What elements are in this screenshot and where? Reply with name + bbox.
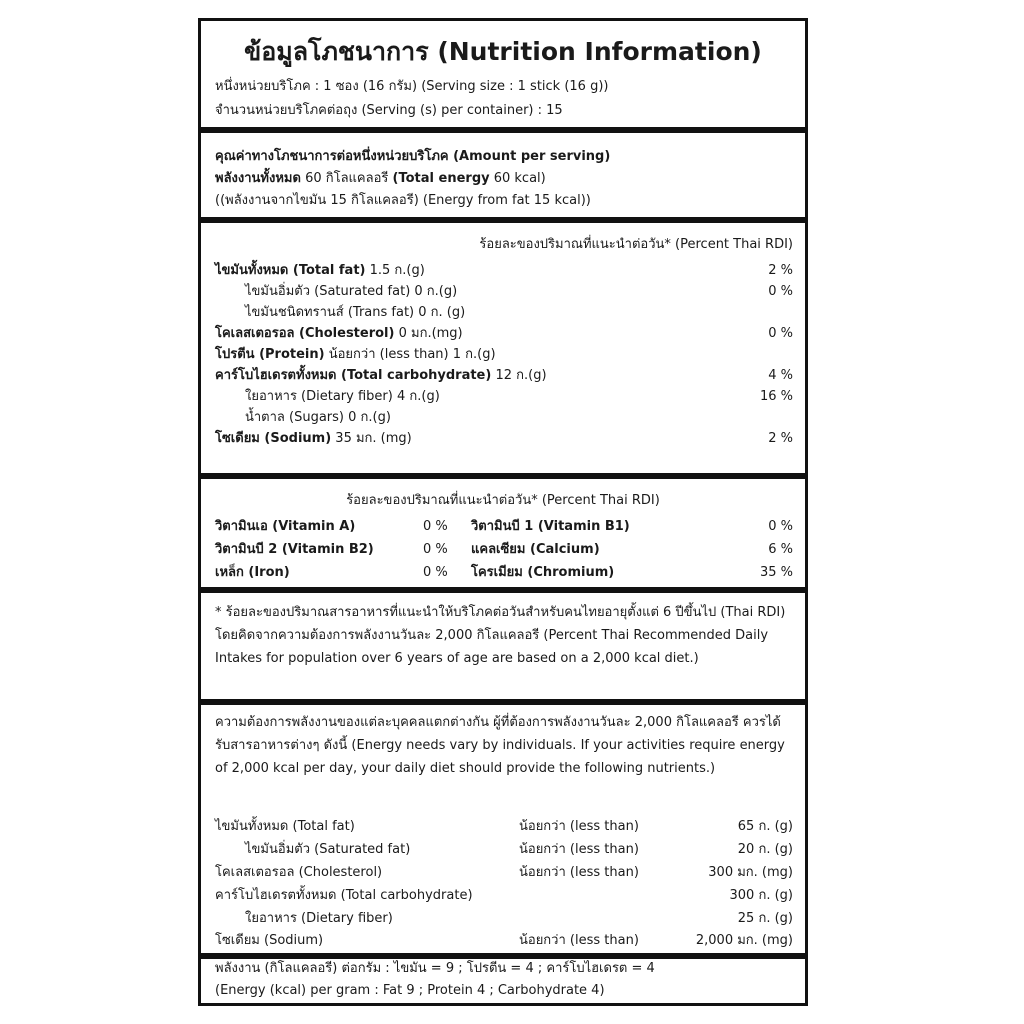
vitamin-name: วิตามินเอ (Vitamin A) <box>215 519 356 534</box>
daily-value: 300 มก. (mg) <box>708 865 793 880</box>
nutrition-label <box>198 18 808 1006</box>
daily-name: ไขมันทั้งหมด (Total fat) <box>215 819 355 834</box>
rdi-note: * ร้อยละของปริมาณสารอาหารที่แนะนำให้บริโภคต่อวันสำหรับคนไทยอายุตั้งแต่ 6 ปีขึ้นไป (Thai RDI) โดยคิดจากความต้องการพลังงานวันละ 2,000 กิโลแคลอรี (Percent Thai Recommended Daily Intakes for population over 6 years of age are based on a 2,000 kcal diet.) <box>215 605 786 666</box>
daily-value: 65 ก. (g) <box>737 819 793 834</box>
vitamin-pct: 0 % <box>423 542 448 557</box>
daily-values-section <box>201 705 805 959</box>
nutrient-row: โซเดียม (Sodium) 35 มก. (mg) <box>215 431 412 446</box>
energy-per-gram-th: พลังงาน (กิโลแคลอรี) ต่อกรัม : ไขมัน = 9 ; โปรตีน = 4 ; คาร์โบไฮเดรต = 4 <box>215 961 655 976</box>
rdi-header: ร้อยละของปริมาณที่แนะนำต่อวัน* (Percent Thai RDI) <box>479 237 793 252</box>
daily-value: 2,000 มก. (mg) <box>695 933 793 948</box>
energy-needs-text: ความต้องการพลังงานของแต่ละบุคคลแตกต่างกัน ผู้ที่ต้องการพลังงานวันละ 2,000 กิโลแคลอรี ควรได้รับสารอาหารต่างๆ ดังนี้ (Energy needs vary by individuals. If your activities require energy of 2,000 kcal per day, your daily diet should provide the following nutrients.) <box>215 715 785 776</box>
nutrient-row: ใยอาหาร (Dietary fiber) 4 ก.(g) <box>245 389 440 404</box>
nutrient-row: ไขมันทั้งหมด (Total fat) 1.5 ก.(g) <box>215 263 425 278</box>
energy-per-gram-section <box>201 959 805 1003</box>
energy-per-gram-en: (Energy (kcal) per gram : Fat 9 ; Protein 4 ; Carbohydrate 4) <box>215 983 605 998</box>
vitamin-pct: 0 % <box>768 519 793 534</box>
vitamin-pct: 35 % <box>759 565 793 580</box>
daily-qualifier: น้อยกว่า (less than) <box>519 865 639 880</box>
nutrient-row: ไขมันอิ่มตัว (Saturated fat) 0 ก.(g) <box>245 284 458 299</box>
nutrient-row: โปรตีน (Protein) น้อยกว่า (less than) 1 ก.(g) <box>215 347 496 362</box>
daily-name: โซเดียม (Sodium) <box>215 933 324 948</box>
total-energy <box>215 169 793 189</box>
nutrients-section <box>201 223 805 479</box>
vitamins-header: ร้อยละของปริมาณที่แนะนำต่อวัน* (Percent Thai RDI) <box>346 493 660 508</box>
vitamin-pct: 0 % <box>423 565 448 580</box>
nutrient-pct: 0 % <box>768 326 793 341</box>
nutrient-row: โคเลสเตอรอล (Cholesterol) 0 มก.(mg) <box>215 326 463 341</box>
nutrient-row: น้ำตาล (Sugars) 0 ก.(g) <box>245 410 391 425</box>
amount-header: คุณค่าทางโภชนาการต่อหนึ่งหน่วยบริโภค (Amount per serving) <box>215 149 611 164</box>
vitamin-pct: 0 % <box>423 519 448 534</box>
daily-name: ไขมันอิ่มตัว (Saturated fat) <box>245 842 411 857</box>
daily-value: 20 ก. (g) <box>737 842 793 857</box>
nutrient-pct: 2 % <box>768 431 793 446</box>
energy-en-label: (Total energy <box>392 171 490 186</box>
daily-name: ใยอาหาร (Dietary fiber) <box>245 911 393 926</box>
rdi-note-section <box>201 593 805 705</box>
vitamin-name: วิตามินบี 1 (Vitamin B1) <box>471 519 630 534</box>
energy-value: 60 กิโลแคลอรี <box>305 171 389 186</box>
daily-value: 300 ก. (g) <box>729 888 793 903</box>
daily-name: โคเลสเตอรอล (Cholesterol) <box>215 865 383 880</box>
vitamin-name: เหล็ก (Iron) <box>215 565 290 580</box>
vitamin-name: โครเมียม (Chromium) <box>471 565 615 580</box>
header-section <box>201 21 805 133</box>
daily-value: 25 ก. (g) <box>737 911 793 926</box>
nutrient-row: คาร์โบไฮเดรตทั้งหมด (Total carbohydrate) 12 ก.(g) <box>215 368 547 383</box>
vitamin-name: วิตามินบี 2 (Vitamin B2) <box>215 542 374 557</box>
servings-per-container: จำนวนหน่วยบริโภคต่อถุง (Serving (s) per container) : 15 <box>215 103 563 118</box>
nutrient-pct: 0 % <box>768 284 793 299</box>
vitamin-pct: 6 % <box>768 542 793 557</box>
nutrient-pct: 2 % <box>768 263 793 278</box>
daily-qualifier: น้อยกว่า (less than) <box>519 842 639 857</box>
nutrient-row: ไขมันชนิดทรานส์ (Trans fat) 0 ก. (g) <box>245 305 466 320</box>
daily-qualifier: น้อยกว่า (less than) <box>519 819 639 834</box>
energy-label: พลังงานทั้งหมด <box>215 171 301 186</box>
daily-qualifier: น้อยกว่า (less than) <box>519 933 639 948</box>
serving-size: หนึ่งหน่วยบริโภค : 1 ซอง (16 กรัม) (Serving size : 1 stick (16 g)) <box>215 79 609 94</box>
daily-name: คาร์โบไฮเดรตทั้งหมด (Total carbohydrate) <box>215 888 473 903</box>
label-title: ข้อมูลโภชนาการ (Nutrition Information) <box>244 37 762 66</box>
energy-from-fat: ((พลังงานจากไขมัน 15 กิโลแคลอรี) (Energy from fat 15 kcal)) <box>215 193 591 208</box>
vitamin-name: แคลเซียม (Calcium) <box>471 542 600 557</box>
amount-section <box>201 133 805 223</box>
vitamins-section <box>201 479 805 593</box>
nutrient-pct: 4 % <box>768 368 793 383</box>
nutrient-pct: 16 % <box>759 389 793 404</box>
energy-en-value: 60 kcal) <box>493 171 546 186</box>
